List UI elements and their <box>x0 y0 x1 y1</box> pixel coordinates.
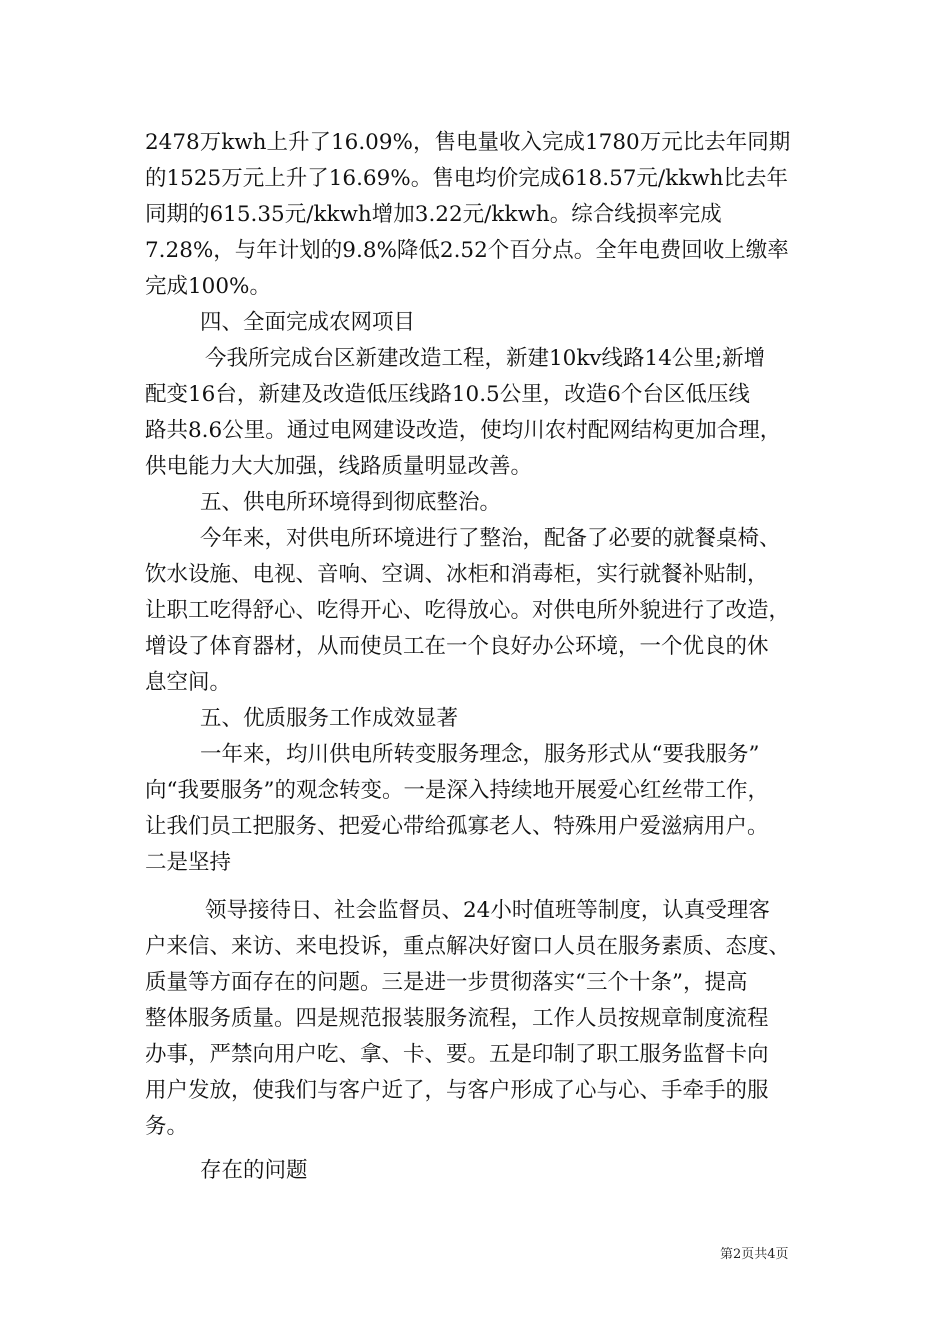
page-number: 第2页共4页 <box>720 1247 789 1262</box>
text-line: 让职工吃得舒心、吃得开心、吃得放心。对供电所外貌进行了改造， <box>145 598 791 623</box>
text-line: 完成100%。 <box>145 274 271 299</box>
text-line: 一年来，均川供电所转变服务理念，服务形式从“要我服务” <box>200 742 760 767</box>
text-line: 增设了体育器材，从而使员工在一个良好办公环境，一个优良的休 <box>145 634 769 659</box>
text-line: 质量等方面存在的问题。三是进一步贯彻落实“三个十条”，提高 <box>145 970 748 995</box>
text-line: 同期的615.35元/kkwh增加3.22元/kkwh。综合线损率完成 <box>145 202 722 227</box>
section-heading: 五、供电所环境得到彻底整治。 <box>200 490 502 515</box>
text-line: 配变16台，新建及改造低压线路10.5公里，改造6个台区低压线 <box>145 382 750 407</box>
text-line: 的1525万元上升了16.69%。售电均价完成618.57元/kkwh比去年 <box>145 166 788 191</box>
text-line: 息空间。 <box>145 670 232 695</box>
section-heading: 存在的问题 <box>200 1158 308 1183</box>
text-line: 办事，严禁向用户吃、拿、卡、要。五是印制了职工服务监督卡向 <box>145 1042 769 1067</box>
text-line: 今年来，对供电所环境进行了整治，配备了必要的就餐桌椅、 <box>200 526 781 551</box>
section-heading: 四、全面完成农网项目 <box>200 310 416 335</box>
section-heading: 五、优质服务工作成效显著 <box>200 706 459 731</box>
text-line: 7.28%，与年计划的9.8%降低2.52个百分点。全年电费回收上缴率 <box>145 238 789 263</box>
text-line: 供电能力大大加强，线路质量明显改善。 <box>145 454 533 479</box>
text-line: 二是坚持 <box>145 850 232 875</box>
text-line: 整体服务质量。四是规范报装服务流程，工作人员按规章制度流程 <box>145 1006 769 1031</box>
text-line: 饮水设施、电视、音响、空调、冰柜和消毒柜，实行就餐补贴制， <box>145 562 769 587</box>
text-line: 向“我要服务”的观念转变。一是深入持续地开展爱心红丝带工作， <box>145 778 769 803</box>
text-line: 让我们员工把服务、把爱心带给孤寡老人、特殊用户爱滋病用户。 <box>145 814 769 839</box>
text-line: 2478万kwh上升了16.09%，售电量收入完成1780万元比去年同期 <box>145 130 791 155</box>
text-line: 今我所完成台区新建改造工程，新建10kv线路14公里;新增 <box>205 346 766 371</box>
text-line: 用户发放，使我们与客户近了，与客户形成了心与心、手牵手的服 <box>145 1078 769 1103</box>
text-line: 务。 <box>145 1114 189 1139</box>
text-line: 领导接待日、社会监督员、24小时值班等制度，认真受理客 <box>205 898 770 923</box>
text-line: 路共8.6公里。通过电网建设改造，使均川农村配网结构更加合理， <box>145 418 782 443</box>
text-line: 户来信、来访、来电投诉，重点解决好窗口人员在服务素质、态度、 <box>145 934 791 959</box>
